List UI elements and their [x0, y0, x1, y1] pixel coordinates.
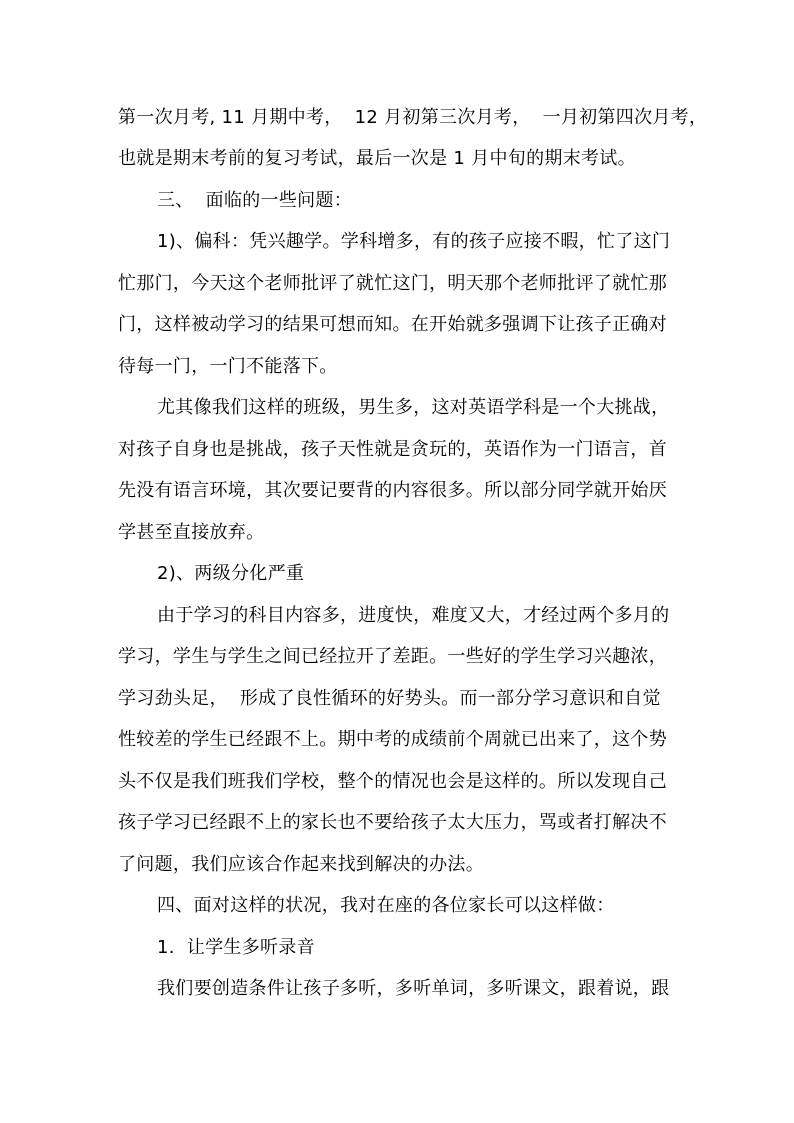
paragraph-line-19: 了问题，我们应该合作起来找到解决的办法。: [118, 854, 484, 875]
paragraph-line-6: 门，这样被动学习的结果可想而知。在开始就多强调下让孩子正确对: [118, 314, 667, 335]
paragraph-line-1: 第一次月考, 11 月期中考， 12 月初第三次月考， 一月初第四次月考，: [118, 107, 708, 128]
section-heading-4: 四、面对这样的状况，我对在座的各位家长可以这样做：: [157, 895, 615, 916]
subheading-line: 1)、偏科：凭兴趣学。学科增多，有的孩子应接不暇，忙了这门: [157, 231, 671, 252]
paragraph-line-13: 由于学习的科目内容多，进度快，难度又大，才经过两个多月的: [157, 605, 670, 626]
paragraph-line-8: 尤其像我们这样的班级，男生多，这对英语学科是一个大挑战，: [157, 397, 670, 418]
paragraph-line-5: 忙那门，今天这个老师批评了就忙这门，明天那个老师批评了就忙那: [118, 273, 667, 294]
subheading-polarization: 2)、两级分化严重: [157, 563, 305, 584]
paragraph-line-11: 学甚至直接放弃。: [118, 522, 265, 543]
section-heading-3: 三、 面临的一些问题：: [157, 190, 353, 211]
paragraph-line-15: 学习劲头足， 形成了良性循环的好势头。而一部分学习意识和自觉: [118, 688, 661, 709]
paragraph-line-22: 我们要创造条件让孩子多听，多听单词，多听课文，跟着说，跟: [157, 978, 670, 999]
paragraph-line-18: 孩子学习已经跟不上的家长也不要给孩子太大压力，骂或者打解决不: [118, 812, 667, 833]
paragraph-line-2: 也就是期末考前的复习考试，最后一次是 1 月中旬的期末考试。: [118, 148, 636, 169]
paragraph-line-10: 先没有语言环境，其次要记要背的内容很多。所以部分同学就开始厌: [118, 480, 667, 501]
paragraph-line-7: 待每一门，一门不能落下。: [118, 356, 338, 377]
paragraph-line-17: 头不仅是我们班我们学校，整个的情况也会是这样的。所以发现自己: [118, 771, 667, 792]
paragraph-line-14: 学习，学生与学生之间已经拉开了差距。一些好的学生学习兴趣浓，: [118, 646, 667, 667]
paragraph-line-9: 对孩子自身也是挑战，孩子天性就是贪玩的，英语作为一门语言，首: [118, 439, 667, 460]
paragraph-line-16: 性较差的学生已经跟不上。期中考的成绩前个周就已出来了，这个势: [118, 729, 667, 750]
subheading-listen: 1. 让学生多听录音: [157, 937, 315, 958]
